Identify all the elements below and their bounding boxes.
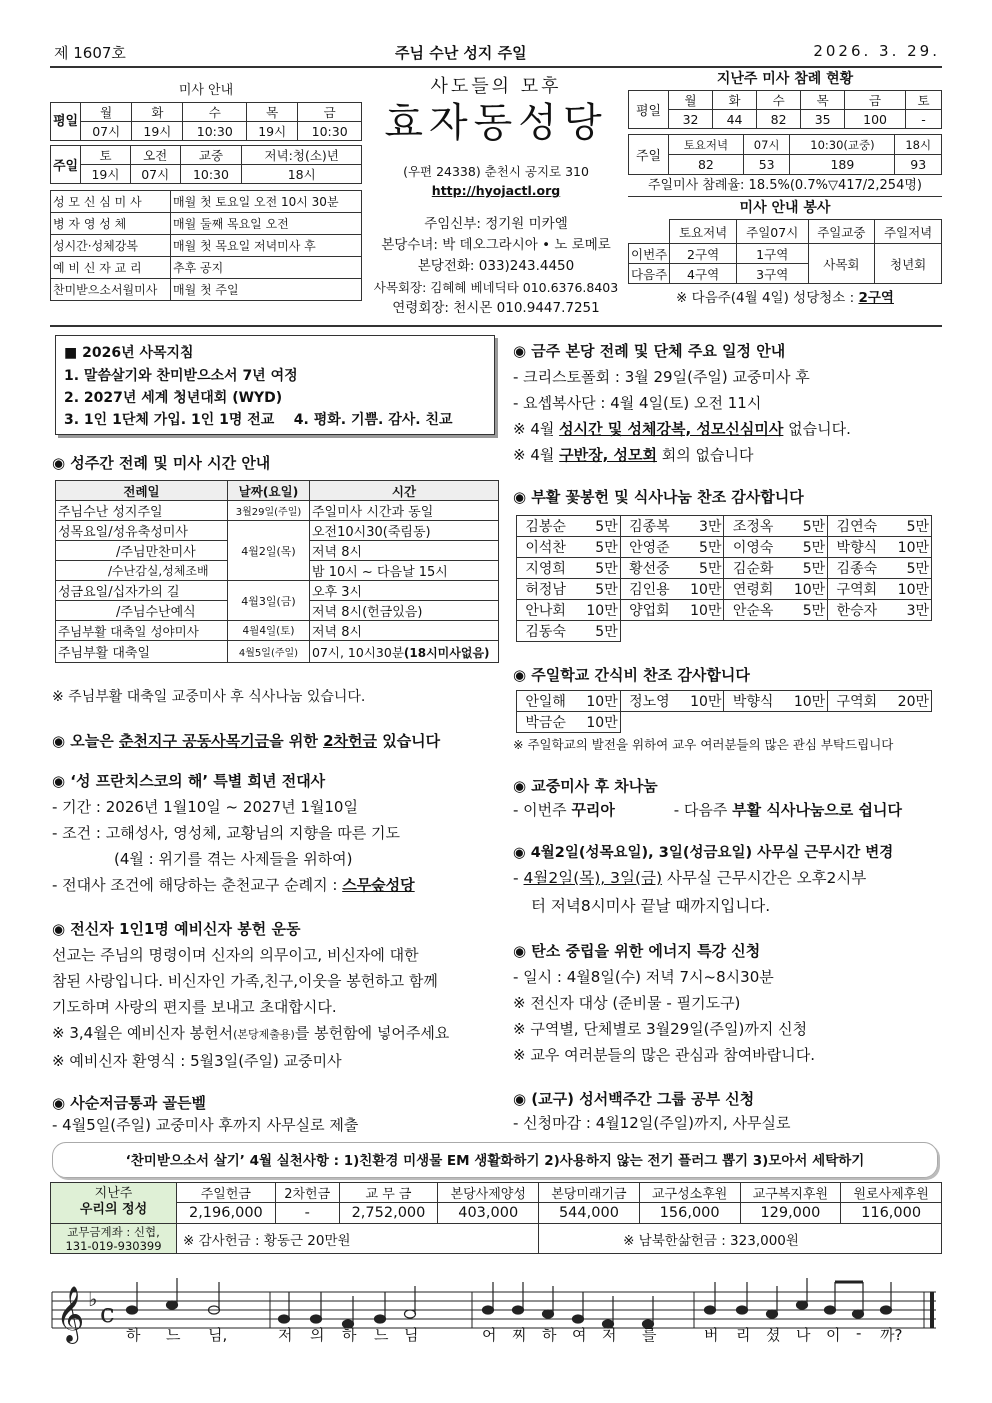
weekday-day: 수 bbox=[183, 103, 247, 122]
donor-name: 김인용 bbox=[620, 579, 678, 600]
att-count: - bbox=[905, 110, 941, 129]
att-count: 44 bbox=[713, 110, 757, 129]
evangel-title: ◉ 전신자 1인1명 예비신자 봉헌 운동 bbox=[52, 920, 301, 938]
evangel-line: 기도하며 사랑의 편지를 보내고 초대합시다. bbox=[52, 998, 337, 1016]
jubilee-line: (4월 : 위기를 겪는 사제들을 위하여) bbox=[114, 850, 353, 868]
lyric: 님, bbox=[208, 1326, 228, 1344]
tea-title: ◉ 교중미사 후 차나눔 bbox=[513, 777, 658, 795]
donor-name: 안일해 bbox=[517, 691, 575, 712]
donor-amount: 10만 bbox=[885, 579, 931, 600]
thanks-offering: ※ 감사헌금 : 황동근 20만원 bbox=[177, 1224, 539, 1254]
weekday-time: 19시 bbox=[247, 122, 298, 141]
lyric: 어 bbox=[482, 1326, 497, 1344]
sunday-day: 교중 bbox=[180, 146, 242, 165]
hw-liturgy: /주님수난예식 bbox=[56, 601, 228, 621]
att-mass: 10:30(교중) bbox=[790, 135, 895, 155]
service-cell: 3구역 bbox=[736, 264, 808, 284]
service-title: 미사 안내 봉사 bbox=[739, 200, 831, 216]
offering-value: 129,000 bbox=[740, 1203, 841, 1224]
lyric: 저 bbox=[602, 1326, 617, 1344]
energy-line: - 일시 : 4월8일(수) 저녁 7시~8시30분 bbox=[513, 968, 774, 986]
donor-amount: 5만 bbox=[574, 621, 620, 642]
donor-name: 이영숙 bbox=[724, 537, 782, 558]
att-day: 수 bbox=[757, 91, 801, 110]
flowers-title: ◉ 부활 꽃봉헌 및 식사나눔 찬조 감사합니다 bbox=[513, 488, 804, 506]
holyweek-title: ◉ 성주간 전례 및 미사 시간 안내 bbox=[52, 454, 271, 472]
lyric: 저 bbox=[278, 1326, 293, 1344]
weekday-label: 평일 bbox=[51, 103, 81, 141]
donor-amount: 20만 bbox=[885, 691, 931, 712]
hw-time: 오전10시30(죽림동) bbox=[310, 521, 499, 541]
schedule-title: ◉ 금주 본당 전례 및 단체 주요 일정 안내 bbox=[513, 342, 786, 360]
weekday-time: 10:30 bbox=[298, 122, 362, 141]
jubilee-title: ◉ ‘성 프란치스코의 해’ 특별 희년 전대사 bbox=[52, 772, 326, 790]
donor-amount: 5만 bbox=[678, 558, 724, 579]
office-title: ◉ 4월2일(성목요일), 3일(성금요일) 사무실 근무시간 변경 bbox=[513, 845, 894, 861]
donor-name: 지영희 bbox=[517, 558, 575, 579]
offering-value: 544,000 bbox=[539, 1203, 640, 1224]
donor-amount: 10만 bbox=[574, 691, 620, 712]
att-day: 화 bbox=[713, 91, 757, 110]
tea-this-val: 꾸리아 bbox=[571, 801, 615, 819]
lyric: 의 bbox=[310, 1326, 325, 1344]
evangel-line: 참된 사랑입니다. 비신자인 가족,친구,이웃을 봉헌하고 함께 bbox=[52, 972, 438, 990]
mass-info bbox=[50, 80, 362, 301]
donor-name: 김순화 bbox=[724, 558, 782, 579]
offering-label: 지난주 bbox=[94, 1186, 133, 1201]
att-mass: 07시 bbox=[743, 135, 790, 155]
tea-next-label: - 다음주 bbox=[673, 801, 728, 819]
hw-liturgy: 성목요일/성유축성미사 bbox=[56, 521, 228, 541]
att-count: 100 bbox=[845, 110, 906, 129]
donor-name: 박금순 bbox=[517, 712, 575, 733]
donor-name: 이석찬 bbox=[517, 537, 575, 558]
staff-line: 주임신부: 정기원 미카엘 bbox=[424, 216, 568, 232]
special-mass-table bbox=[50, 190, 362, 301]
weekday-day: 목 bbox=[247, 103, 298, 122]
offering-header: 교구성소후원 bbox=[639, 1183, 740, 1203]
service-evening: 청년회 bbox=[875, 244, 942, 284]
offering-header: 본당사제양성 bbox=[438, 1183, 539, 1203]
offering-table bbox=[50, 1182, 942, 1254]
sunday-mass-table bbox=[50, 145, 362, 184]
energy-title: ◉ 탄소 중립을 위한 에너지 특강 신청 bbox=[513, 942, 761, 960]
jubilee-line: - 조건 : 고해성사, 영성체, 교황님의 지향을 따른 기도 bbox=[52, 824, 400, 842]
lyric: 리 bbox=[736, 1326, 751, 1344]
donor-name: 양업회 bbox=[620, 600, 678, 621]
service-col: 토요저녁 bbox=[670, 220, 737, 244]
att-count: 189 bbox=[790, 155, 895, 175]
donor-name: 안순옥 bbox=[724, 600, 782, 621]
schedule-line: 없습니다. bbox=[783, 420, 851, 438]
special-desc: 매월 첫 주일 bbox=[171, 279, 362, 301]
lyric: 하 bbox=[126, 1326, 141, 1344]
donor-amount: 5만 bbox=[782, 537, 828, 558]
next-week-label: 다음주 bbox=[629, 264, 670, 284]
bulletin-date: 2026. 3. 29. bbox=[813, 42, 940, 60]
bible-line: - 신청마감 : 4월12일(주일)까지, 사무실로 bbox=[513, 1114, 791, 1132]
lyric: 님 bbox=[404, 1326, 419, 1344]
office-line: 터 저녁8시미사 끝날 때까지입니다. bbox=[531, 897, 771, 915]
hw-date: 4월4일(토) bbox=[228, 621, 310, 641]
weekday-label: 평일 bbox=[629, 91, 669, 129]
att-count: 82 bbox=[669, 155, 744, 175]
offering-header: 본당미래기금 bbox=[539, 1183, 640, 1203]
weekday-day: 월 bbox=[81, 103, 132, 122]
donor-amount: 10만 bbox=[678, 600, 724, 621]
sunday-time: 10:30 bbox=[180, 165, 242, 184]
north-offering: ※ 남북한삶헌금 : 323,000원 bbox=[539, 1224, 942, 1254]
staff-line: 본당전화: 033)243.4450 bbox=[417, 258, 575, 274]
special-desc: 매월 첫 목요일 저녁미사 후 bbox=[171, 235, 362, 257]
lyrics bbox=[0, 1324, 992, 1348]
snack-title: ◉ 주일학교 간식비 찬조 감사합니다 bbox=[513, 666, 750, 684]
office-line: 사무실 근무시간은 오후2시부 bbox=[662, 869, 867, 887]
evangel-line: ※ 3,4월은 예비신자 봉헌서 bbox=[52, 1024, 234, 1042]
parish-address: (우편 24338) 춘천시 공지로 310 bbox=[403, 164, 589, 179]
directive-box bbox=[55, 335, 495, 435]
offering-value: 2,752,000 bbox=[339, 1203, 438, 1224]
donor-name: 안나회 bbox=[517, 600, 575, 621]
jubilee-pilgrimage: 스무숲성당 bbox=[342, 876, 415, 894]
account: 교무금계좌 : 신협, bbox=[67, 1224, 160, 1239]
hw-time: 07시, 10시30분 bbox=[312, 644, 404, 660]
weekday-time: 10:30 bbox=[183, 122, 247, 141]
hw-time: 오후 3시 bbox=[310, 581, 499, 601]
service-cell: 4구역 bbox=[670, 264, 737, 284]
lyric: 나 bbox=[796, 1326, 811, 1344]
hw-time: 저녁 8시 bbox=[310, 621, 499, 641]
att-day: 토 bbox=[905, 91, 941, 110]
donor-amount: 5만 bbox=[782, 558, 828, 579]
staff-line: 연령회장: 천시몬 010.9447.7251 bbox=[392, 300, 600, 316]
hw-date: 3월29일(주일) bbox=[228, 501, 310, 521]
donor-name: 정노영 bbox=[620, 691, 678, 712]
donor-amount: 10만 bbox=[782, 579, 828, 600]
donor-amount: 10만 bbox=[782, 691, 828, 712]
lyric: 셨 bbox=[766, 1326, 781, 1344]
directive-line: 2. 2027년 세계 청년대회 (WYD) bbox=[64, 390, 283, 406]
bell-line: - 4월5일(주일) 교중미사 후까지 사무실로 제출 bbox=[52, 1116, 359, 1134]
schedule-line: 회의 없습니다 bbox=[657, 446, 754, 464]
cleaning-text: ※ 다음주(4월 4일) 성당청소 : bbox=[676, 290, 855, 306]
evangel-line: ※ 예비신자 환영식 : 5월3일(주일) 교중미사 bbox=[52, 1052, 342, 1070]
att-count: 82 bbox=[757, 110, 801, 129]
donor-amount: 5만 bbox=[782, 516, 828, 537]
energy-line: ※ 구역별, 단체별로 3월29일(주일)까지 신청 bbox=[513, 1020, 808, 1038]
service-cell: 1구역 bbox=[736, 244, 808, 264]
tea-next-val: 부활 식사나눔으로 쉽니다 bbox=[732, 801, 902, 819]
staff-line: 사목회장: 김혜혜 베네딕타 010.6376.8403 bbox=[373, 280, 619, 295]
directive-title: ■ 2026년 사목지침 bbox=[64, 345, 194, 361]
svg-text:𝄞: 𝄞 bbox=[56, 1286, 85, 1342]
flowers-table bbox=[516, 515, 932, 642]
att-mass: 18시 bbox=[895, 135, 942, 155]
lyric: 느 bbox=[374, 1326, 389, 1344]
lyric: 하 bbox=[542, 1326, 557, 1344]
offering-header: 교구복지후원 bbox=[740, 1183, 841, 1203]
special-desc: 매월 둘째 목요일 오전 bbox=[171, 213, 362, 235]
holyweek-note: ※ 주님부활 대축일 교중미사 후 식사나눔 있습니다. bbox=[52, 689, 366, 705]
hw-liturgy: /주님만찬미사 bbox=[56, 541, 228, 561]
att-count: 35 bbox=[801, 110, 845, 129]
weekday-day: 금 bbox=[298, 103, 362, 122]
schedule-line: - 요셉복사단 : 4월 4일(토) 오전 11시 bbox=[513, 394, 762, 412]
offering-value: - bbox=[275, 1203, 339, 1224]
schedule-line: ※ 4월 bbox=[513, 420, 560, 438]
service-cell: 2구역 bbox=[670, 244, 737, 264]
donor-amount: 5만 bbox=[574, 579, 620, 600]
donor-amount: 10만 bbox=[678, 691, 724, 712]
sunday-time: 18시 bbox=[242, 165, 362, 184]
bible-title: ◉ (교구) 성서백주간 그룹 공부 신청 bbox=[513, 1090, 755, 1108]
donor-amount: 5만 bbox=[885, 558, 931, 579]
att-mass: 토요저녁 bbox=[669, 135, 744, 155]
lyric: 까? bbox=[880, 1326, 903, 1344]
evangel-line: 선교는 주님의 명령이며 신자의 의무이고, 비신자에 대한 bbox=[52, 946, 419, 964]
att-count: 53 bbox=[743, 155, 790, 175]
holyweek-table bbox=[55, 480, 499, 663]
hw-date: 4월5일(주일) bbox=[228, 641, 310, 663]
special-name: 성시간·성체강복 bbox=[51, 235, 171, 257]
donor-amount: 5만 bbox=[574, 558, 620, 579]
attendance-title: 지난주 미사 참례 현황 bbox=[716, 71, 854, 87]
special-name: 찬미받으소서월미사 bbox=[51, 279, 171, 301]
sunday-day: 저녁:청(소)년 bbox=[242, 146, 362, 165]
offering-value: 116,000 bbox=[841, 1203, 942, 1224]
energy-line: ※ 전신자 대상 (준비물 - 필기도구) bbox=[513, 994, 741, 1012]
cleaning-area: 2구역 bbox=[858, 290, 894, 306]
donor-amount: 5만 bbox=[782, 600, 828, 621]
hw-header: 전례일 bbox=[56, 481, 228, 501]
donor-amount: 3만 bbox=[885, 600, 931, 621]
directive-line: 3. 1인 1단체 가입. 1인 1명 전교 4. 평화. 기쁨. 감사. 친교 bbox=[64, 412, 453, 428]
account-number: 131-019-930399 bbox=[65, 1238, 162, 1253]
special-name: 병 자 영 성 체 bbox=[51, 213, 171, 235]
special-desc: 추후 공지 bbox=[171, 257, 362, 279]
donor-amount: 10만 bbox=[574, 712, 620, 733]
offering-value: 156,000 bbox=[639, 1203, 740, 1224]
schedule-line: ※ 4월 bbox=[513, 446, 560, 464]
parish-motto: 사도들의 모후 bbox=[430, 76, 562, 97]
lyric: 를 bbox=[642, 1326, 657, 1344]
donor-amount: 10만 bbox=[678, 579, 724, 600]
donor-name: 조정옥 bbox=[724, 516, 782, 537]
donor-name: 박향식 bbox=[828, 537, 886, 558]
schedule-u: 성시간 및 성체강복, 성모신심미사 bbox=[559, 420, 784, 438]
offering-header: 교 무 금 bbox=[339, 1183, 438, 1203]
mass-info-title: 미사 안내 bbox=[178, 83, 234, 98]
snack-table bbox=[516, 690, 932, 733]
lyric: 버 bbox=[704, 1326, 719, 1344]
lyric: 하 bbox=[342, 1326, 357, 1344]
directive-line: 1. 말씀살기와 찬미받으소서 7년 여정 bbox=[64, 368, 298, 384]
donor-amount: 5만 bbox=[885, 516, 931, 537]
service-col: 주일저녁 bbox=[875, 220, 942, 244]
sunday-time: 07시 bbox=[130, 165, 180, 184]
attendance-rate: 주일미사 참례율: 18.5%(0.7%▽417/2,254명) bbox=[628, 175, 942, 197]
jubilee-line: - 전대사 조건에 해당하는 춘천교구 순례지 : bbox=[52, 876, 338, 894]
donor-amount: 5만 bbox=[574, 516, 620, 537]
lyric: 이 bbox=[826, 1326, 841, 1344]
offering-header: 2차헌금 bbox=[275, 1183, 339, 1203]
donor-name: 황선중 bbox=[620, 558, 678, 579]
energy-line: ※ 교우 여러분들의 많은 관심과 참여바랍니다. bbox=[513, 1046, 815, 1064]
staff-line: 본당수녀: 박 데오그라시아 • 노 로메로 bbox=[381, 237, 611, 253]
hw-liturgy: 성금요일/십자가의 길 bbox=[56, 581, 228, 601]
sc-mid: 을 위한 bbox=[269, 732, 324, 750]
hw-liturgy: /수난감실,성체조배 bbox=[56, 561, 228, 581]
sc-u2: 2차헌금 bbox=[323, 732, 377, 750]
snack-note: ※ 주일학교의 발전을 위하여 교우 여러분들의 많은 관심 부탁드립니다 bbox=[513, 737, 894, 752]
weekday-mass-table bbox=[50, 102, 362, 141]
hw-time: 주일미사 시간과 동일 bbox=[310, 501, 499, 521]
svg-text:c: c bbox=[100, 1299, 115, 1329]
sunday-day: 오전 bbox=[130, 146, 180, 165]
donor-name: 김종복 bbox=[620, 516, 678, 537]
svg-text:♭: ♭ bbox=[88, 1287, 98, 1311]
service-gyojung: 사목회 bbox=[808, 244, 875, 284]
donor-name: 허정남 bbox=[517, 579, 575, 600]
sc-post: 있습니다 bbox=[376, 732, 441, 750]
special-name: 예 비 신 자 교 리 bbox=[51, 257, 171, 279]
offering-label: 우리의 정성 bbox=[79, 1202, 148, 1217]
donor-amount: 3만 bbox=[678, 516, 724, 537]
evangel-line: 를 봉헌함에 넣어주세요 bbox=[294, 1024, 450, 1042]
this-week-label: 이번주 bbox=[629, 244, 670, 264]
donor-name: 김연숙 bbox=[828, 516, 886, 537]
lyric: 느 bbox=[166, 1326, 181, 1344]
lyric: 여 bbox=[572, 1326, 587, 1344]
hw-date: 4월3일(금) bbox=[228, 581, 310, 621]
hw-date: 4월2일(목) bbox=[228, 521, 310, 581]
hw-liturgy: 주님수난 성지주일 bbox=[56, 501, 228, 521]
service-col: 주일07시 bbox=[736, 220, 808, 244]
parish-url[interactable]: http://hyojactl.org bbox=[431, 183, 561, 198]
lyric: 찌 bbox=[512, 1326, 527, 1344]
hw-liturgy: 주님부활 대축일 bbox=[56, 641, 228, 663]
service-col: 주일교중 bbox=[808, 220, 875, 244]
issue-number: 제 1607호 bbox=[54, 44, 126, 62]
weekday-attendance-table bbox=[628, 90, 942, 129]
offering-value: 403,000 bbox=[438, 1203, 539, 1224]
special-name: 성 모 신 심 미 사 bbox=[51, 191, 171, 213]
special-desc: 매월 첫 토요일 오전 10시 30분 bbox=[171, 191, 362, 213]
jubilee-line: - 기간 : 2026년 1월10일 ~ 2027년 1월10일 bbox=[52, 798, 358, 816]
donor-name: 연령회 bbox=[724, 579, 782, 600]
weekday-day: 화 bbox=[132, 103, 183, 122]
service-table bbox=[628, 219, 942, 284]
donor-amount: 5만 bbox=[678, 537, 724, 558]
practice-text: ‘찬미받으소서 살기’ 4월 실천사항 : 1)친환경 미생물 EM 생활화하기 2)사용하지 않는 전기 플러그 뽑기 3)모아서 세탁하기 bbox=[125, 1153, 865, 1169]
hw-time: 밤 10시 ~ 다음날 15시 bbox=[310, 561, 499, 581]
second-collection bbox=[52, 730, 440, 751]
att-count: 32 bbox=[669, 110, 713, 129]
tea-this-label: - 이번주 bbox=[513, 801, 567, 819]
parish-info bbox=[364, 68, 628, 324]
att-day: 월 bbox=[669, 91, 713, 110]
donor-name: 김봉순 bbox=[517, 516, 575, 537]
donor-name: 김종숙 bbox=[828, 558, 886, 579]
hw-time: 저녁 8시(헌금있음) bbox=[310, 601, 499, 621]
sunday-time: 19시 bbox=[81, 165, 131, 184]
weekday-time: 19시 bbox=[132, 122, 183, 141]
attendance bbox=[628, 68, 942, 306]
hw-header: 시간 bbox=[310, 481, 499, 501]
hw-time-note: (18시미사없음) bbox=[403, 645, 490, 660]
weekday-time: 07시 bbox=[81, 122, 132, 141]
offering-header: 원로사제후원 bbox=[841, 1183, 942, 1203]
donor-name: 구역회 bbox=[828, 579, 886, 600]
donor-amount: 10만 bbox=[885, 537, 931, 558]
sunday-label: 주일 bbox=[629, 135, 669, 175]
bell-title: ◉ 사순저금통과 골든벨 bbox=[52, 1094, 206, 1112]
sc-u1: 춘천지구 공동사목기금 bbox=[119, 732, 270, 750]
sunday-name: 주님 수난 성지 주일 bbox=[395, 44, 527, 62]
sunday-day: 토 bbox=[81, 146, 131, 165]
donor-name: 구역회 bbox=[828, 691, 886, 712]
evangel-note: (본당제출용) bbox=[233, 1028, 295, 1041]
lyric: - bbox=[856, 1324, 862, 1342]
sunday-label: 주일 bbox=[51, 146, 81, 184]
donor-amount: 10만 bbox=[574, 600, 620, 621]
parish-name: 효자동성당 bbox=[384, 100, 608, 146]
schedule-u: 구반장, 성모회 bbox=[559, 446, 658, 464]
schedule-line: - 크리스토폴회 : 3월 29일(주일) 교중미사 후 bbox=[513, 368, 810, 386]
donor-name: 김동숙 bbox=[517, 621, 575, 642]
offering-value: 2,196,000 bbox=[177, 1203, 276, 1224]
donor-name: 한승자 bbox=[828, 600, 886, 621]
sc-pre: ◉ 오늘은 bbox=[52, 732, 120, 750]
donor-name: 안영준 bbox=[620, 537, 678, 558]
hw-liturgy: 주님부활 대축일 성야미사 bbox=[56, 621, 228, 641]
att-day: 목 bbox=[801, 91, 845, 110]
practice-box bbox=[52, 1142, 938, 1178]
sunday-attendance-table bbox=[628, 134, 942, 175]
offering-header: 주일헌금 bbox=[177, 1183, 276, 1203]
att-count: 93 bbox=[895, 155, 942, 175]
donor-name: 박향식 bbox=[724, 691, 782, 712]
donor-amount: 5만 bbox=[574, 537, 620, 558]
hw-time: 저녁 8시 bbox=[310, 541, 499, 561]
hw-header: 날짜(요일) bbox=[228, 481, 310, 501]
office-dates: 4월2일(목), 3일(금) bbox=[523, 869, 663, 887]
att-day: 금 bbox=[845, 91, 906, 110]
